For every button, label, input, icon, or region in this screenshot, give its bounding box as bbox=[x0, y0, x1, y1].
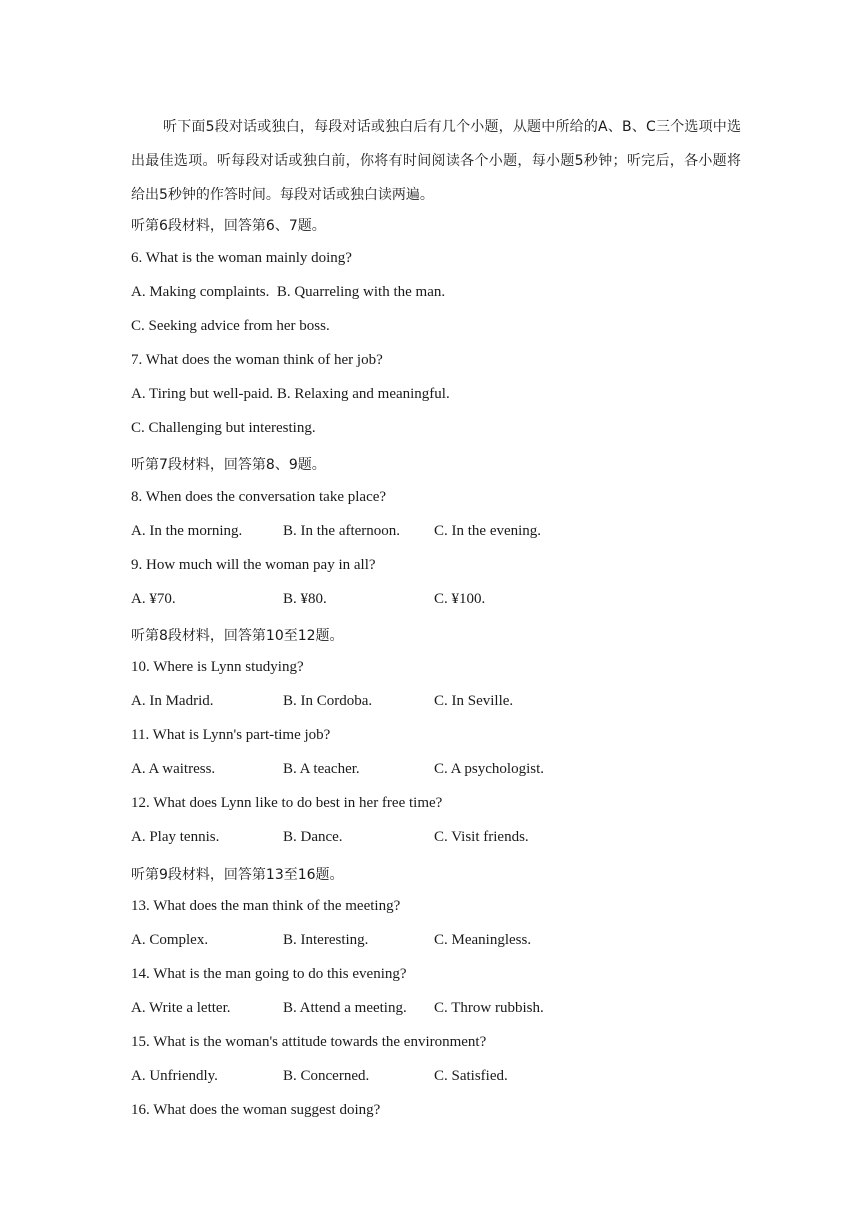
option-a: A. ¥70. bbox=[131, 591, 176, 607]
question-10-options bbox=[131, 693, 731, 713]
question-14-options bbox=[131, 1000, 731, 1020]
section-heading-8: 听第8段材料，回答第10至12题。 bbox=[131, 628, 344, 644]
question-8: 8. When does the conversation take place? bbox=[131, 489, 387, 505]
question-11: 11. What is Lynn's part-time job? bbox=[131, 727, 331, 743]
question-9-options bbox=[131, 591, 731, 611]
option-c: C. Meaningless. bbox=[434, 932, 532, 948]
option-b: B. In the afternoon. bbox=[283, 523, 401, 539]
question-16: 16. What does the woman suggest doing? bbox=[131, 1102, 381, 1118]
option-c: C. Satisfied. bbox=[434, 1068, 508, 1084]
question-13-options bbox=[131, 932, 731, 952]
section-heading-9: 听第9段材料，回答第13至16题。 bbox=[131, 867, 344, 883]
question-11-options bbox=[131, 761, 731, 781]
question-15: 15. What is the woman's attitude towards the environment? bbox=[131, 1034, 487, 1050]
option-b: B. A teacher. bbox=[283, 761, 360, 777]
option-c: C. Seeking advice from her boss. bbox=[131, 318, 330, 334]
option-a: A. Complex. bbox=[131, 932, 209, 948]
instructions-paragraph: 听下面5段对话或独白，每段对话或独白后有几个小题，从题中所给的A、B、C三个选项中选出最佳选项。听每段对话或独白前，你将有时间阅读各个小题，每小题5秒钟；听完后，各小题将给出5秒钟的作答时间。每段对话或独白读两遍。 bbox=[131, 119, 741, 203]
option-b: B. Interesting. bbox=[283, 932, 369, 948]
option-b: B. Attend a meeting. bbox=[283, 1000, 407, 1016]
question-6: 6. What is the woman mainly doing? bbox=[131, 250, 352, 266]
section-heading-6: 听第6段材料，回答第6、7题。 bbox=[131, 218, 326, 234]
option-c: C. In Seville. bbox=[434, 693, 514, 709]
option-b: B. Quarreling with the man. bbox=[276, 284, 446, 300]
question-8-options bbox=[131, 523, 731, 543]
option-a: A. In the morning. bbox=[131, 523, 243, 539]
option-a: A. Write a letter. bbox=[131, 1000, 231, 1016]
section-heading-7: 听第7段材料，回答第8、9题。 bbox=[131, 457, 326, 473]
option-a: A. Making complaints. bbox=[131, 284, 270, 300]
option-c: C. A psychologist. bbox=[434, 761, 545, 777]
option-c: C. Challenging but interesting. bbox=[131, 420, 316, 436]
option-b: B. In Cordoba. bbox=[283, 693, 373, 709]
option-a: A. In Madrid. bbox=[131, 693, 214, 709]
question-12-options bbox=[131, 829, 731, 849]
option-a: A. A waitress. bbox=[131, 761, 216, 777]
question-7-options bbox=[131, 386, 450, 403]
option-c: C. Throw rubbish. bbox=[434, 1000, 544, 1016]
option-c: C. ¥100. bbox=[434, 591, 486, 607]
question-15-options bbox=[131, 1068, 731, 1088]
question-7: 7. What does the woman think of her job? bbox=[131, 352, 383, 368]
option-b: B. Dance. bbox=[283, 829, 343, 845]
question-10: 10. Where is Lynn studying? bbox=[131, 659, 304, 675]
option-c: C. In the evening. bbox=[434, 523, 542, 539]
option-b: B. Relaxing and meaningful. bbox=[276, 386, 450, 402]
question-14: 14. What is the man going to do this evening? bbox=[131, 966, 407, 982]
question-13: 13. What does the man think of the meeting? bbox=[131, 898, 401, 914]
option-a: A. Unfriendly. bbox=[131, 1068, 218, 1084]
option-b: B. ¥80. bbox=[283, 591, 327, 607]
question-12: 12. What does Lynn like to do best in her free time? bbox=[131, 795, 443, 811]
option-a: A. Play tennis. bbox=[131, 829, 220, 845]
option-c: C. Visit friends. bbox=[434, 829, 529, 845]
option-b: B. Concerned. bbox=[283, 1068, 370, 1084]
option-a: A. Tiring but well-paid. bbox=[131, 386, 274, 402]
question-6-options bbox=[131, 284, 445, 301]
question-9: 9. How much will the woman pay in all? bbox=[131, 557, 376, 573]
